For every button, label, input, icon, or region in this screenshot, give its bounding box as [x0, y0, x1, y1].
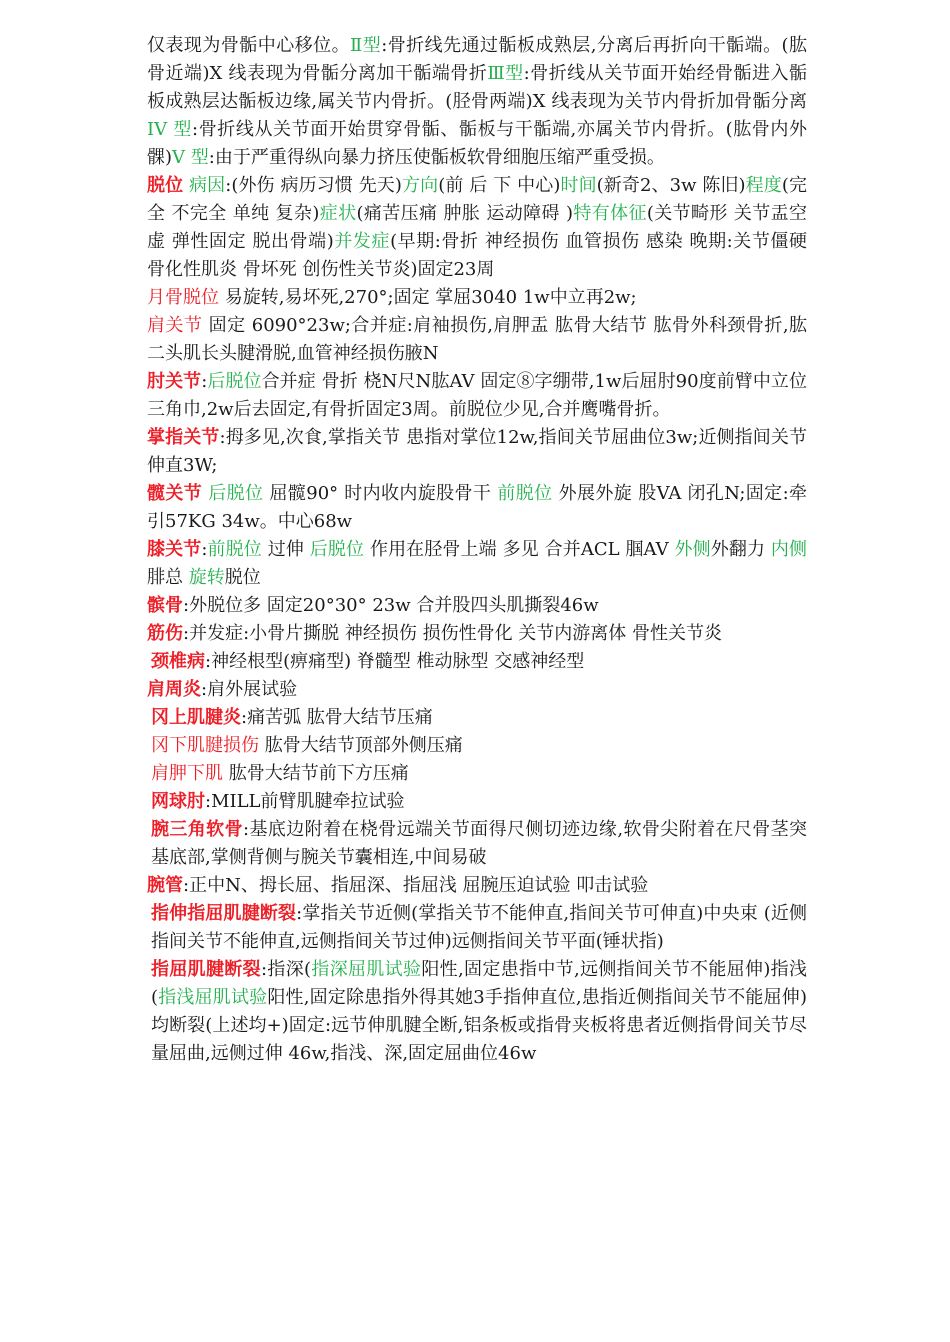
section-heading: 颈椎病: [151, 651, 205, 672]
body-text: (痛苦压痛 肿胀 运动障碍 ): [356, 203, 573, 224]
section-heading: 髌骨: [147, 595, 183, 616]
section-heading: 冈上肌腱炎: [151, 707, 241, 728]
body-text: 脱位: [224, 567, 261, 588]
section-heading: 网球肘: [151, 791, 205, 812]
highlight-term: IV 型: [147, 119, 193, 140]
section-heading: 脱位: [147, 175, 184, 196]
body-text: (新奇2、3w 陈旧): [596, 175, 746, 196]
highlight-term: 特有体征: [572, 203, 647, 224]
body-text: 屈髋90° 时内收内旋股骨干: [263, 483, 498, 504]
highlight-term: V 型: [172, 147, 209, 168]
paragraph: [147, 704, 807, 732]
highlight-term: 程度: [745, 175, 782, 196]
paragraph: [147, 312, 807, 368]
body-text: :: [201, 539, 208, 560]
body-text: 外展外旋 股VA 闭孔N;固定:牵引57KG 34w。中心68w: [147, 483, 808, 532]
section-heading: 月骨脱位: [147, 287, 219, 308]
paragraph: [147, 172, 807, 284]
body-text: :并发症:小骨片撕脱 神经损伤 损伤性骨化 关节内游离体 骨性关节炎: [183, 623, 723, 644]
highlight-term: 前脱位: [497, 483, 553, 504]
body-text: :: [201, 371, 208, 392]
section-heading: 腕三角软骨: [151, 819, 243, 840]
paragraph: [147, 900, 807, 956]
body-text: :肩外展试验: [201, 679, 298, 700]
section-heading: 肘关节: [147, 371, 202, 392]
body-text: 外翻力: [710, 539, 771, 560]
paragraph: [147, 676, 807, 704]
body-text: :掌指关节近侧(掌指关节不能伸直,指间关节可伸直)中央束 (近侧指间关节不能伸直,远侧指间关节过伸)远侧指间关节平面(锤状指): [151, 903, 808, 952]
highlight-term: 并发症: [333, 231, 391, 252]
section-heading: 肩关节: [147, 315, 203, 336]
paragraph: [147, 788, 807, 816]
highlight-term: 后脱位: [309, 539, 365, 560]
document-body: [147, 32, 807, 1068]
section-heading: 腕管: [147, 875, 183, 896]
body-text: :外脱位多 固定20°30° 23w 合并股四头肌撕裂46w: [183, 595, 599, 616]
paragraph: [147, 872, 807, 900]
body-text: :基底边附着在桡骨远端关节面得尺侧切迹边缘,软骨尖附着在尺骨茎突基底部,掌侧背侧与腕关节囊相连,中间易破: [151, 819, 807, 868]
section-heading: 肩周炎: [147, 679, 201, 700]
highlight-term: Ⅲ型: [487, 63, 524, 84]
paragraph: [147, 956, 807, 1068]
highlight-term: 指深屈肌试验: [311, 959, 422, 980]
section-heading: 掌指关节: [147, 427, 220, 448]
body-text: 肱骨大结节顶部外侧压痛: [259, 735, 463, 756]
body-text: 阳性,固定除患指外得其她3手指伸直位,患指近侧指间关节不能屈伸)均断裂(上述均+)固定:远节伸肌腱全断,铝条板或指骨夹板将患者近侧指骨间关节尽量屈曲,远侧过伸 46w,指浅、深,固定屈曲位46w: [151, 987, 808, 1064]
section-heading: 冈下肌腱损伤: [151, 735, 259, 756]
highlight-term: 症状: [319, 203, 357, 224]
body-text: (前 后 下 中心): [438, 175, 561, 196]
paragraph: [147, 732, 807, 760]
paragraph: [147, 424, 807, 480]
section-heading: 膝关节: [147, 539, 202, 560]
paragraph: [147, 32, 807, 172]
body-text: :指深(: [260, 959, 312, 980]
body-text: 过伸: [261, 539, 310, 560]
body-text: :骨折线先通过骺板成熟层,分离后再折向干骺端。(肱骨近端)X 线表现为骨骺分离加干骺端骨折: [147, 35, 808, 84]
body-text: :由于严重得纵向暴力挤压使骺板软骨细胞压缩严重受损。: [208, 147, 665, 168]
body-text: :正中N、拇长屈、指屈深、指屈浅 屈腕压迫试验 叩击试验: [183, 875, 649, 896]
highlight-term: 前脱位: [207, 539, 262, 560]
body-text: (早期:骨折 神经损伤 血管损伤 感染 晚期:关节僵硬 骨化性肌炎 骨坏死 创伤性关节炎)固定23周: [147, 231, 807, 280]
body-text: 仅表现为骨骺中心移位。: [147, 35, 351, 56]
body-text: 肱骨大结节前下方压痛: [223, 763, 409, 784]
body-text: (完全 不完全 单纯 复杂): [147, 175, 808, 224]
paragraph: [147, 284, 807, 312]
paragraph: [147, 480, 807, 536]
body-text: 作用在胫骨上端 多见 合并ACL 腘AV: [364, 539, 675, 560]
highlight-term: 后脱位: [202, 483, 264, 504]
highlight-term: 后脱位: [207, 371, 262, 392]
highlight-term: 病因: [183, 175, 226, 196]
body-text: 阳性,固定患指中节,远侧指间关节不能屈伸)指浅(: [151, 959, 808, 1008]
highlight-term: 旋转: [188, 567, 225, 588]
body-text: 易旋转,易坏死,270°;固定 掌屈3040 1w中立再2w;: [219, 287, 637, 308]
section-heading: 筋伤: [147, 623, 183, 644]
section-heading: 肩胛下肌: [151, 763, 223, 784]
paragraph: [147, 620, 807, 648]
body-text: :神经根型(痹痛型) 脊髓型 椎动脉型 交感神经型: [205, 651, 585, 672]
body-text: (关节畸形 关节盂空虚 弹性固定 脱出骨端): [147, 203, 808, 252]
highlight-term: 指浅屈肌试验: [158, 987, 268, 1008]
highlight-term: 方向: [401, 175, 439, 196]
paragraph: [147, 816, 807, 872]
highlight-term: 外侧: [674, 539, 711, 560]
body-text: 固定 6090°23w;合并症:肩袖损伤,肩胛盂 肱骨大结节 肱骨外科颈骨折,肱二头肌长头腱滑脱,血管神经损伤腋N: [147, 315, 808, 364]
paragraph: [147, 592, 807, 620]
body-text: 腓总: [147, 567, 189, 588]
section-heading: 指屈肌腱断裂: [151, 959, 261, 980]
section-heading: 髋关节: [147, 483, 203, 504]
body-text: :骨折线从关节面开始经骨骺进入骺板成熟层达骺板边缘,属关节内骨折。(胫骨两端)X 线表现为关节内骨折加骨骺分离: [147, 63, 808, 112]
paragraph: [147, 536, 807, 592]
highlight-term: Ⅱ型: [350, 35, 382, 56]
paragraph: [147, 648, 807, 676]
body-text: 合并症 骨折 桡N尺N肱AV 固定⑧字绷带,1w后屈肘90度前臂中立位三角巾,2w后去固定,有骨折固定3周。前脱位少见,合并鹰嘴骨折。: [147, 371, 808, 420]
paragraph: [147, 368, 807, 424]
paragraph: [147, 760, 807, 788]
body-text: :骨折线从关节面开始贯穿骨骺、骺板与干骺端,亦属关节内骨折。(肱骨内外髁): [147, 119, 807, 168]
body-text: :MILL前臂肌腱牵拉试验: [205, 791, 405, 812]
body-text: :(外伤 病历习惯 先天): [225, 175, 402, 196]
body-text: :拇多见,次食,掌指关节 患指对掌位12w,指间关节屈曲位3w;近侧指间关节 伸直3W;: [147, 427, 807, 476]
highlight-term: 内侧: [770, 539, 808, 560]
body-text: :痛苦弧 肱骨大结节压痛: [241, 707, 433, 728]
section-heading: 指伸指屈肌腱断裂: [151, 903, 297, 924]
highlight-term: 时间: [560, 175, 597, 196]
